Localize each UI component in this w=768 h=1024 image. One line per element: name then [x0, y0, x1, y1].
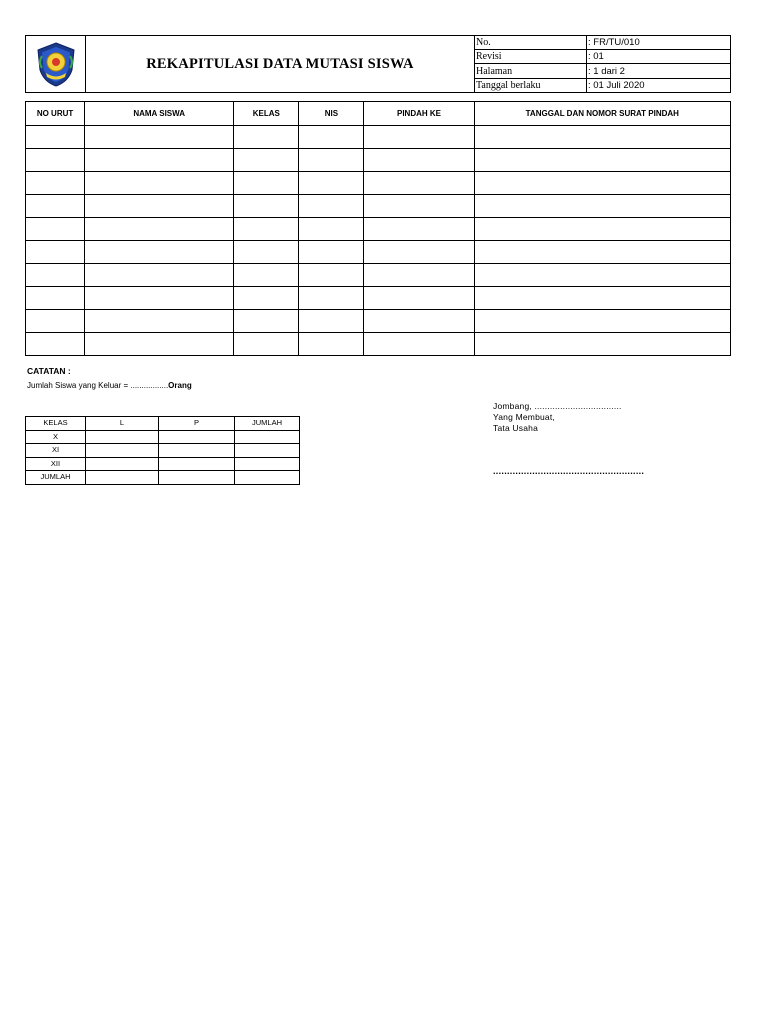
table-cell[interactable] — [299, 264, 364, 287]
summary-cell[interactable] — [86, 471, 159, 485]
students-out-prefix: Jumlah Siswa yang Keluar = ................. — [27, 381, 169, 390]
column-header: KELAS — [234, 102, 299, 126]
table-cell[interactable] — [474, 241, 730, 264]
table-cell[interactable] — [26, 172, 85, 195]
table-cell[interactable] — [85, 264, 234, 287]
table-cell[interactable] — [364, 149, 474, 172]
table-cell[interactable] — [364, 195, 474, 218]
table-cell[interactable] — [85, 126, 234, 149]
summary-cell[interactable] — [235, 457, 300, 471]
table-cell[interactable] — [26, 264, 85, 287]
meta-row — [475, 78, 730, 92]
meta-row — [475, 64, 730, 78]
table-cell[interactable] — [364, 310, 474, 333]
students-out-count — [27, 381, 192, 390]
table-cell[interactable] — [85, 333, 234, 356]
summary-cell[interactable] — [235, 444, 300, 458]
summary-cell[interactable] — [159, 457, 235, 471]
document-header — [25, 35, 731, 93]
document-title: REKAPITULASI DATA MUTASI SISWA — [86, 36, 475, 92]
table-cell[interactable] — [234, 172, 299, 195]
summary-cell[interactable] — [86, 430, 159, 444]
table-cell[interactable] — [474, 172, 730, 195]
summary-row-label: XI — [26, 444, 86, 458]
table-row — [26, 172, 731, 195]
summary-cell[interactable] — [159, 444, 235, 458]
summary-row-label: JUMLAH — [26, 471, 86, 485]
table-cell[interactable] — [299, 241, 364, 264]
table-cell[interactable] — [85, 241, 234, 264]
table-cell[interactable] — [474, 310, 730, 333]
table-cell[interactable] — [26, 126, 85, 149]
table-cell[interactable] — [85, 287, 234, 310]
table-row — [26, 195, 731, 218]
meta-key: No. — [475, 36, 587, 50]
summary-row-label: XII — [26, 457, 86, 471]
column-header: TANGGAL DAN NOMOR SURAT PINDAH — [474, 102, 730, 126]
summary-row — [26, 457, 300, 471]
table-cell[interactable] — [299, 126, 364, 149]
meta-row — [475, 36, 730, 50]
table-cell[interactable] — [474, 149, 730, 172]
table-cell[interactable] — [26, 287, 85, 310]
meta-value: : 01 — [587, 50, 731, 64]
table-cell[interactable] — [299, 172, 364, 195]
table-row — [26, 310, 731, 333]
table-cell[interactable] — [85, 218, 234, 241]
table-row — [26, 149, 731, 172]
table-cell[interactable] — [299, 287, 364, 310]
table-cell[interactable] — [85, 149, 234, 172]
students-out-unit: Orang — [168, 381, 192, 390]
signature-block — [493, 401, 622, 434]
table-cell[interactable] — [26, 333, 85, 356]
table-cell[interactable] — [474, 333, 730, 356]
column-header: NO URUT — [26, 102, 85, 126]
table-cell[interactable] — [26, 218, 85, 241]
summary-column-header: JUMLAH — [235, 417, 300, 431]
notes-section — [27, 366, 192, 395]
table-cell[interactable] — [26, 195, 85, 218]
table-cell[interactable] — [234, 310, 299, 333]
table-cell[interactable] — [234, 333, 299, 356]
summary-cell[interactable] — [86, 444, 159, 458]
table-cell[interactable] — [26, 310, 85, 333]
table-cell[interactable] — [364, 126, 474, 149]
summary-cell[interactable] — [235, 430, 300, 444]
meta-value: : 01 Juli 2020 — [588, 79, 645, 91]
table-cell[interactable] — [85, 310, 234, 333]
document-meta-table — [475, 36, 730, 92]
class-summary-table — [25, 416, 300, 485]
signature-role: Yang Membuat, — [493, 412, 555, 422]
signature-department: Tata Usaha — [493, 423, 538, 433]
table-cell[interactable] — [299, 218, 364, 241]
meta-value: : 1 dari 2 — [587, 64, 731, 78]
table-cell[interactable] — [26, 241, 85, 264]
table-cell[interactable] — [234, 126, 299, 149]
table-row — [26, 218, 731, 241]
table-cell[interactable] — [474, 218, 730, 241]
table-cell[interactable] — [364, 218, 474, 241]
summary-cell[interactable] — [235, 471, 300, 485]
logo-cell — [26, 36, 86, 92]
meta-row — [475, 50, 730, 64]
table-row — [26, 333, 731, 356]
table-cell[interactable] — [234, 287, 299, 310]
summary-column-header: KELAS — [26, 417, 86, 431]
table-cell[interactable] — [234, 149, 299, 172]
table-cell[interactable] — [474, 195, 730, 218]
summary-row-label: X — [26, 430, 86, 444]
notes-label: CATATAN : — [27, 366, 71, 376]
table-row — [26, 264, 731, 287]
table-cell[interactable] — [234, 218, 299, 241]
table-cell[interactable] — [364, 333, 474, 356]
summary-cell[interactable] — [159, 471, 235, 485]
school-logo-icon — [32, 40, 80, 88]
mutation-table — [25, 101, 731, 356]
summary-row — [26, 430, 300, 444]
table-cell[interactable] — [85, 172, 234, 195]
table-cell[interactable] — [299, 149, 364, 172]
meta-key: Halaman — [475, 64, 587, 78]
table-cell[interactable] — [474, 264, 730, 287]
table-cell[interactable] — [299, 310, 364, 333]
summary-row — [26, 444, 300, 458]
table-cell[interactable] — [299, 195, 364, 218]
meta-value: : FR/TU/010 — [587, 36, 731, 50]
signature-line: ...................................................... — [493, 466, 645, 476]
summary-column-header: P — [159, 417, 235, 431]
table-cell[interactable] — [299, 333, 364, 356]
summary-cell[interactable] — [159, 430, 235, 444]
column-header: NIS — [299, 102, 364, 126]
table-cell[interactable] — [234, 241, 299, 264]
column-header: PINDAH KE — [364, 102, 474, 126]
table-cell[interactable] — [234, 264, 299, 287]
summary-row — [26, 471, 300, 485]
table-cell[interactable] — [474, 287, 730, 310]
column-header: NAMA SISWA — [85, 102, 234, 126]
table-cell[interactable] — [474, 126, 730, 149]
table-row — [26, 287, 731, 310]
meta-key: Revisi — [475, 50, 587, 64]
table-row — [26, 126, 731, 149]
meta-key: Tanggal berlaku — [475, 78, 587, 92]
table-cell[interactable] — [364, 172, 474, 195]
table-cell[interactable] — [234, 195, 299, 218]
table-cell[interactable] — [26, 149, 85, 172]
table-cell[interactable] — [364, 241, 474, 264]
table-cell[interactable] — [364, 287, 474, 310]
summary-cell[interactable] — [86, 457, 159, 471]
signature-place-date: Jombang, .................................. — [493, 401, 622, 411]
summary-column-header: L — [86, 417, 159, 431]
table-cell[interactable] — [364, 264, 474, 287]
table-cell[interactable] — [85, 195, 234, 218]
table-row — [26, 241, 731, 264]
